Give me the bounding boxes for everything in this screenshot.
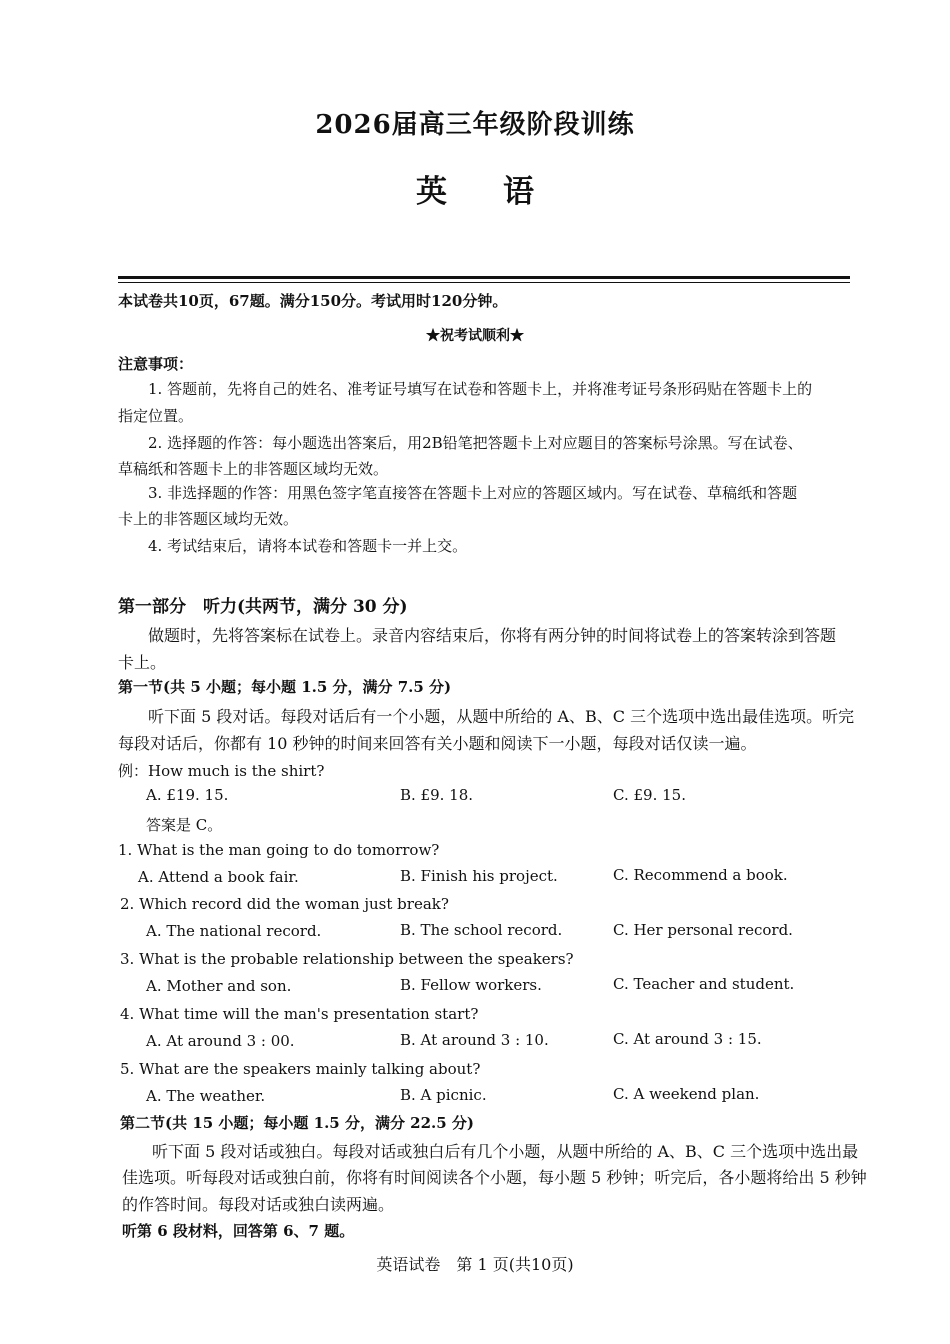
section2-intro: 的作答时间。每段对话或独白读两遍。	[122, 1195, 395, 1214]
q1-option-a: A. Attend a book fair.	[138, 868, 299, 886]
part1-heading: 第一部分 听力(共两节，满分 30 分)	[118, 597, 408, 617]
q5-option-c: C. A weekend plan.	[613, 1085, 760, 1103]
example-option-a: A. £19. 15.	[146, 786, 229, 804]
page-footer: 英语试卷 第 1 页(共10页)	[376, 1255, 574, 1274]
part1-intro: 做题时，先将答案标在试卷上。录音内容结束后，你将有两分钟的时间将试卷上的答案转涂到答题	[148, 626, 837, 645]
notice-line: 4. 考试结束后，请将本试卷和答题卡一并上交。	[148, 537, 468, 555]
q4-option-b: B. At around 3 : 10.	[400, 1031, 549, 1049]
example-option-b: B. £9. 18.	[400, 786, 474, 804]
question-4: 4. What time will the man's presentation start?	[120, 1005, 479, 1023]
q2-option-a: A. The national record.	[146, 922, 322, 940]
exam-subject: 英语	[416, 174, 590, 210]
example-answer: 答案是 C。	[146, 816, 223, 834]
q5-option-b: B. A picnic.	[400, 1086, 487, 1104]
q2-option-c: C. Her personal record.	[613, 921, 793, 939]
section2-intro: 听下面 5 段对话或独白。每段对话或独白后有几个小题，从题中所给的 A、B、C 三个选项中选出最	[152, 1142, 859, 1161]
example-question: 例：How much is the shirt?	[118, 762, 325, 780]
q4-option-c: C. At around 3 : 15.	[613, 1030, 762, 1048]
q1-option-c: C. Recommend a book.	[613, 866, 788, 884]
question-5: 5. What are the speakers mainly talking about?	[120, 1060, 481, 1078]
section2-intro: 佳选项。听每段对话或独白前，你将有时间阅读各个小题，每小题 5 秒钟；听完后，各小题将给出 5 秒钟	[122, 1168, 867, 1187]
exam-info: 本试卷共10页，67题。满分150分。考试用时120分钟。	[118, 292, 508, 310]
section2-heading: 第二节(共 15 小题；每小题 1.5 分，满分 22.5 分)	[120, 1114, 475, 1132]
notice-line: 1. 答题前，先将自己的姓名、准考证号填写在试卷和答题卡上，并将准考证号条形码贴在答题卡上的	[148, 380, 813, 398]
q3-option-b: B. Fellow workers.	[400, 976, 542, 994]
good-luck-banner: ★祝考试顺利★	[426, 328, 524, 344]
material-instruction: 听第 6 段材料，回答第 6、7 题。	[122, 1222, 355, 1240]
q3-option-a: A. Mother and son.	[146, 977, 292, 995]
part1-intro: 卡上。	[118, 653, 167, 672]
header-rule-thick	[118, 276, 850, 279]
notice-line: 指定位置。	[118, 407, 194, 425]
section1-heading: 第一节(共 5 小题；每小题 1.5 分，满分 7.5 分)	[118, 678, 452, 696]
notice-line: 草稿纸和答题卡上的非答题区域均无效。	[118, 460, 389, 478]
question-2: 2. Which record did the woman just break?	[120, 895, 449, 913]
notice-line: 2. 选择题的作答：每小题选出答案后，用2B铅笔把答题卡上对应题目的答案标号涂黑。写在试卷、	[148, 434, 803, 452]
q4-option-a: A. At around 3 : 00.	[146, 1032, 295, 1050]
q5-option-a: A. The weather.	[146, 1087, 266, 1105]
question-3: 3. What is the probable relationship between the speakers?	[120, 950, 574, 968]
section1-intro: 每段对话后，你都有 10 秒钟的时间来回答有关小题和阅读下一小题，每段对话仅读一遍。	[118, 734, 757, 753]
q3-option-c: C. Teacher and student.	[613, 975, 795, 993]
q2-option-b: B. The school record.	[400, 921, 563, 939]
section1-intro: 听下面 5 段对话。每段对话后有一个小题，从题中所给的 A、B、C 三个选项中选出最佳选项。听完	[148, 707, 855, 726]
header-rule-thin	[118, 282, 850, 283]
notice-heading: 注意事项：	[118, 355, 194, 373]
exam-title: 2026届高三年级阶段训练	[315, 110, 635, 140]
q1-option-b: B. Finish his project.	[400, 867, 558, 885]
example-option-c: C. £9. 15.	[613, 786, 686, 804]
question-1: 1. What is the man going to do tomorrow?	[118, 841, 440, 859]
notice-line: 3. 非选择题的作答：用黑色签字笔直接答在答题卡上对应的答题区域内。写在试卷、草稿纸和答题	[148, 484, 798, 502]
notice-line: 卡上的非答题区域均无效。	[118, 510, 299, 528]
